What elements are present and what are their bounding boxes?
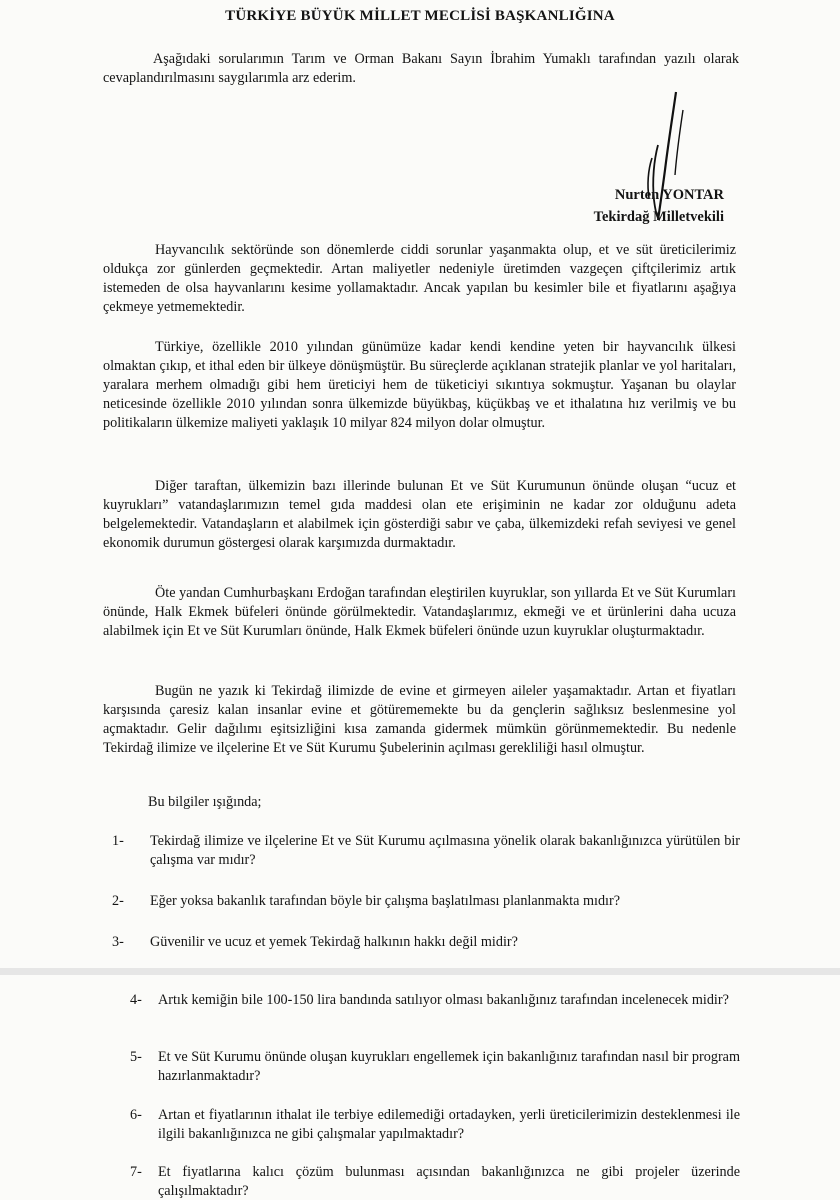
- paragraph-4: Öte yandan Cumhurbaşkanı Erdoğan tarafından eleştirilen kuyruklar, son yıllarda Et ve Süt Kurumları önünde, Halk Ekmek büfeleri önünde görülmektedir. Vatandaşlarımız, ekmeği ve et ürünlerini daha ucuza alabilmek için Et ve Süt Kurumları önünde, Halk Ekmek büfeleri önünde uzun kuyruklar oluşturmaktadır.: [103, 585, 736, 639]
- question-item-1: [112, 832, 740, 870]
- question-text: Artık kemiğin bile 100-150 lira bandında satılıyor olması bakanlığınız tarafından incelenecek midir?: [158, 992, 729, 1008]
- question-text: Et fiyatlarına kalıcı çözüm bulunması açısından bakanlığınızca ne gibi projeler üzerinde çalışılmaktadır?: [158, 1164, 740, 1199]
- question-number: 5-: [130, 1049, 142, 1065]
- question-text: Et ve Süt Kurumu önünde oluşan kuyrukları engellemek için bakanlığınız tarafından nasıl bir program hazırlanmaktadır?: [158, 1049, 740, 1084]
- question-item-4: [130, 991, 740, 1010]
- question-number: 1-: [112, 833, 124, 849]
- question-text: Eğer yoksa bakanlık tarafından böyle bir çalışma başlatılması planlanmakta mıdır?: [150, 893, 621, 909]
- signer-role: Tekirdağ Milletvekili: [593, 209, 724, 225]
- intro-paragraph: Aşağıdaki sorularımın Tarım ve Orman Bakanı Sayın İbrahim Yumaklı tarafından yazılı olarak cevaplandırılmasını saygılarımla arz ederim.: [103, 51, 739, 86]
- document-page-2: [0, 975, 840, 1200]
- paragraph-1: Hayvancılık sektöründe son dönemlerde ciddi sorunlar yaşanmakta olup, et ve süt üreticilerimiz oldukça zor günlerden geçmektedir. Artan maliyetler nedeniyle üretimden vazgeçen çiftçilerimiz artık istemeden de olsa hayvanlarını kesime yollamaktadır. Ancak yapılan bu kesimler bile et fiyatlarını aşağıya çekmeye yetmemektedir.: [103, 242, 736, 315]
- question-item-7: [130, 1163, 740, 1201]
- paragraph-2: Türkiye, özellikle 2010 yılından günümüze kadar kendi kendine yeten bir hayvancılık ülkesi olmaktan çıkıp, et ithal eden bir ülkeye dönüşmüştür. Bu süreçlerde açıklanan stratejik planlar ve yol haritaları, yaralara merhem olmadığı gibi hem üreticiyi hem de tüketiciyi sıkıntıya sokmuştur. Yaşanan bu olaylar neticesinde özellikle 2010 yılından sonra ülkemizde büyükbaş, küçükbaş ve et ithalatına hız verilmiş ve bu politikaların ülkemize maliyeti yaklaşık 10 milyar 824 milyon dolar olmuştur.: [103, 339, 736, 431]
- question-number: 6-: [130, 1107, 142, 1123]
- question-item-5: [130, 1048, 740, 1086]
- question-number: 7-: [130, 1164, 142, 1180]
- question-text: Tekirdağ ilimize ve ilçelerine Et ve Süt Kurumu açılmasına yönelik olarak bakanlığınızca yürütülen bir çalışma var mıdır?: [150, 833, 740, 868]
- question-item-6: [130, 1106, 740, 1144]
- question-number: 3-: [112, 934, 124, 950]
- questions-lead: Bu bilgiler ışığında;: [148, 794, 262, 810]
- paragraph-3: Diğer taraftan, ülkemizin bazı illerinde bulunan Et ve Süt Kurumunun önünde oluşan “ucuz et kuyrukları” vatandaşlarımızın temel gıda maddesi olan ete erişiminin ne kadar zor olduğunu adeta belgelemektedir. Vatandaşların et alabilmek için gösterdiği sabır ve çaba, ülkemizdeki refah seviyesi ve genel ekonomik durumun göstergesi olarak karşımızda durmaktadır.: [103, 478, 736, 551]
- question-text: Güvenilir ve ucuz et yemek Tekirdağ halkının hakkı değil midir?: [150, 934, 518, 950]
- document-title: TÜRKİYE BÜYÜK MİLLET MECLİSİ BAŞKANLIĞINA: [225, 8, 615, 24]
- question-item-3: [112, 933, 740, 952]
- question-number: 2-: [112, 893, 124, 909]
- question-item-2: [112, 892, 740, 911]
- question-number: 4-: [130, 992, 142, 1008]
- question-text: Artan et fiyatlarının ithalat ile terbiye edilemediği ortadayken, yerli üreticilerimizin desteklenmesi ile ilgili bakanlığınızca ne gibi çalışmalar yapılmaktadır?: [158, 1107, 740, 1142]
- paragraph-5: Bugün ne yazık ki Tekirdağ ilimizde de evine et girmeyen aileler yaşamaktadır. Artan et fiyatları karşısında çaresiz kalan insanlar evine et götürememekte bu da gençlerin sağlıksız beslenmesine yol açmaktadır. Gelir dağılımı eşitsizliğini kısa zamanda gidermek mümkün görünmemektedir. Bu nedenle Tekirdağ ilimize ve ilçelerine Et ve Süt Kurumu Şubelerinin açılması gerekliliği hasıl olmuştur.: [103, 683, 736, 756]
- signer-name: Nurten YONTAR: [614, 187, 724, 203]
